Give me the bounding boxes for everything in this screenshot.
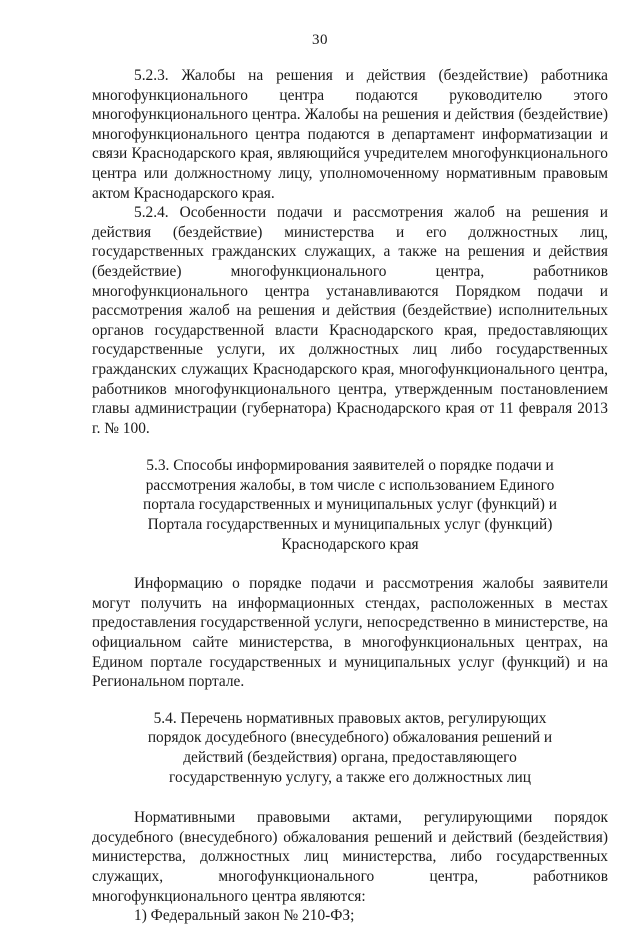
paragraph-5-2-4: 5.2.4. Особенности подачи и рассмотрения жалоб на решения и действия (бездействие) министерства и его должностных лиц, государственных гражданских служащих, а также на решения и действия (бездействие) многофункционального центра, работников многофункционального центра устанавливаются Порядком подачи и рассмотрения жалоб на решения и действия (бездействие) исполнительных органов государственной власти Краснодарского края, предоставляющих государственные услуги, их должностных лиц либо государственных гражданских служащих Краснодарского края, многофункционального центра, работников многофункционального центра, утвержденным постановлением главы администрации (губернатора) Краснодарского края от 11 февраля 2013 г. № 100. xyxy=(92,204,608,437)
list-item-1: 1) Федеральный закон № 210-ФЗ; xyxy=(134,907,355,925)
section-heading-5-3: 5.3. Способы информирования заявителей о порядке подачи и рассмотрения жалобы, в том числе с использованием Единого портала государственных и муниципальных услуг (функций) и Портала государственных и муниципальных услуг (функций) Краснодарского края xyxy=(143,457,557,553)
spacer xyxy=(92,438,608,456)
spacer xyxy=(92,692,608,709)
section-heading-5-4: 5.4. Перечень нормативных правовых актов, регулирующих порядок досудебного (внесудебного) обжалования решений и действий (бездействия) органа, предоставляющего государственную услугу, а также его должностных лиц xyxy=(147,709,553,786)
page-number: 30 xyxy=(312,32,328,48)
page-content xyxy=(92,66,608,926)
paragraph-5-4: Нормативными правовыми актами, регулирующими порядок досудебного (внесудебного) обжалования решений и действий (бездействия) министерства, должностных лиц министерства, либо государственных служащих, многофункционального центра, работников многофункционального центра являются: xyxy=(92,809,608,905)
paragraph-5-3: Информацию о порядке подачи и рассмотрения жалобы заявители могут получить на информационных стендах, расположенных в местах предоставления государственной услуги, непосредственно в министерстве, на официальном сайте министерства, в многофункциональных центрах, на Едином портале государственных и муниципальных услуг (функций) и на Региональном портале. xyxy=(92,575,608,691)
paragraph-5-2-3: 5.2.3. Жалобы на решения и действия (бездействие) работника многофункционального центра подаются руководителю этого многофункционального центра. Жалобы на решения и действия (бездействие) многофункционального центра подаются в департамент информатизации и связи Краснодарского края, являющийся учредителем многофункционального центра или должностному лицу, уполномоченному нормативным правовым актом Краснодарского края. xyxy=(92,67,608,202)
spacer xyxy=(92,787,608,808)
spacer xyxy=(92,554,608,574)
